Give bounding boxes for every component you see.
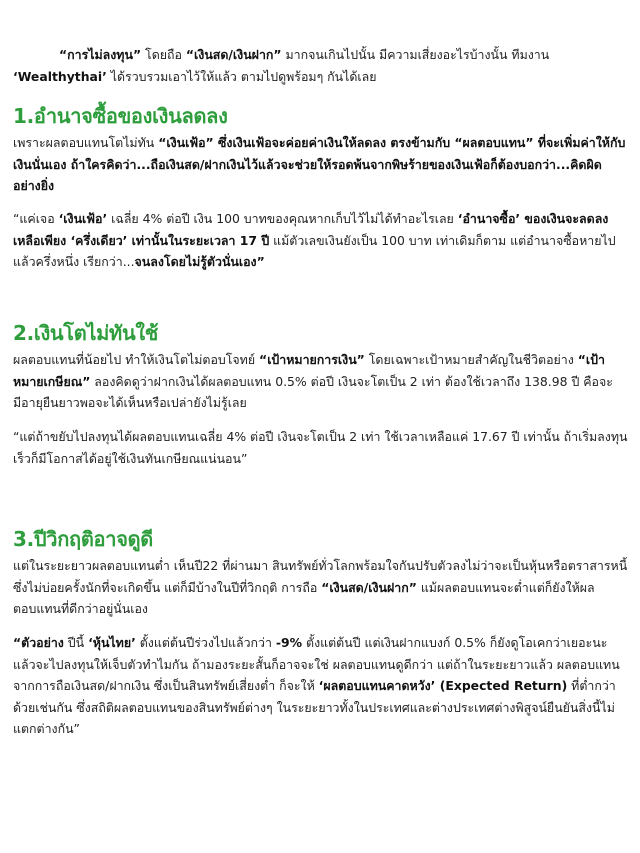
paragraph-text: ตั้งแต่ต้นปี แต่เงินฝากแบงก์ 0.5% ก็ยังดูโอเคกว่าเยอะนะ แล้วจะไปลงทุนให้เจ็บตัวทำไมกัน ถ้ามองระยะสั้นก็อาจจะใช่ ผลตอบแทนดูดีกว่า แต่ถ้าในระยะยาวแล้ว ผลตอบแทนจากการถือเงินสด/ฝากเงิน ซึ่งเป็นสินทรัพย์เสี่ยงต่ำ ก็จะให้ (13, 635, 620, 693)
section3-paragraph-2 (13, 632, 628, 740)
section1-heading: 1.อำนาจซื้อของเงินลดลง (13, 104, 228, 128)
section2-heading: 2.เงินโตไม่ทันใช้ (13, 321, 159, 345)
paragraph-text: ปีนี้ (63, 635, 89, 650)
paragraph-emphasis: ‘อำนาจซื้อ’ ของเงินจะลดลงเหลือเพียง ‘ครึ่งเดียว’ เท่านั้นในระยะเวลา 17 ปี (13, 211, 609, 248)
intro-emphasis-not-investing: “การไม่ลงทุน” (59, 47, 142, 62)
paragraph-text: โดยเฉพาะเป้าหมายสำคัญในชีวิตอย่าง (364, 352, 578, 367)
section3-heading: 3.ปีวิกฤติอาจดูดี (13, 527, 153, 551)
paragraph-emphasis: “เงินสด/เงินฝาก” (321, 579, 417, 595)
section1-paragraph-2 (13, 208, 628, 273)
section3-paragraph-1 (13, 555, 628, 620)
paragraph-text: “แค่เจอ (13, 211, 59, 226)
intro-emphasis-cash: “เงินสด/เงินฝาก” (185, 47, 282, 62)
paragraph-text: แม้ตัวเลขเงินยังเป็น 100 บาท เท่าเดิมก็ตาม แต่อำนาจซื้อหายไปแล้วครึ่งหนึ่ง เรียกว่า... (13, 232, 616, 269)
paragraph-text: ที่ต่ำกว่าด้วยเช่นกัน ซึ่งสถิติผลตอบแทนของสินทรัพย์ต่างๆ ในระยะยาวทั้งในประเทศและต่างประเทศต่างพิสูจน์ยืนยันสิ่งนี้ไม่แตกต่างกัน” (13, 678, 616, 736)
section2-paragraph-2: “แต่ถ้าขยับไปลงทุนได้ผลตอบแทนเฉลี่ย 4% ต่อปี เงินจะโตเป็น 2 เท่า ใช้เวลาเหลือแค่ 17.67 ปี เท่านั้น ถ้าเริ่มลงทุนเร็วก็มีโอกาสได้อยู่ใช้เงินทันเกษียณแน่นอน” (13, 429, 628, 466)
paragraph-emphasis: ‘ผลตอบแทนคาดหวัง’ (Expected Return) (318, 678, 568, 693)
paragraph-emphasis: “ตัวอย่าง (13, 635, 64, 650)
intro-paragraph (13, 44, 628, 87)
paragraph-text: ลองคิดดูว่าฝากเงินได้ผลตอบแทน 0.5% ต่อปี เงินจะโตเป็น 2 เท่า ต้องใช้เวลาถึง 138.98 ปี คือจะมีอายุยืนยาวพอจะได้เห็นหรือเปล่ายังไม่รู้เลย (13, 373, 613, 410)
paragraph-text: ตั้งแต่ต้นปีร่วงไปแล้วกว่า (135, 635, 276, 650)
intro-text: โดยถือ (141, 47, 186, 62)
paragraph-text: เพราะผลตอบแทนโตไม่ทัน (13, 135, 159, 150)
section2-paragraph-1 (13, 349, 628, 414)
paragraph-emphasis: จนลงโดยไม่รู้ตัวนั่นเอง” (134, 254, 265, 269)
section1-paragraph-1 (13, 132, 628, 197)
paragraph-emphasis: “เป้าหมายการเงิน” (259, 352, 365, 367)
paragraph-text: เฉลี่ย 4% ต่อปี เงิน 100 บาทของคุณหากเก็บไว้ไม่ได้ทำอะไรเลย (107, 211, 458, 226)
intro-brand-name: ‘Wealthythai’ (13, 68, 107, 84)
paragraph-text: ผลตอบแทนที่น้อยไป ทำให้เงินโตไม่ตอบโจทย์ (13, 352, 260, 367)
paragraph-text: แม้ผลตอบแทนจะต่ำแต่ก็ยังให้ผลตอบแทนที่ดีกว่าอยู่นั่นเอง (13, 579, 595, 616)
paragraph-emphasis: “เป้าหมายเกษียณ” (13, 352, 605, 389)
paragraph-emphasis: “เงินเฟ้อ” ซึ่งเงินเฟ้อจะค่อยค่าเงินให้ลดลง ตรงข้ามกับ “ผลตอบแทน” ที่จะเพิ่มค่าให้กับเงินนั่นเอง ถ้าใครคิดว่า...ถือเงินสด/ฝากเงินไว้แล้วจะช่วยให้รอดพ้นจากพิษร้ายของเงินเฟ้อก็ต้องบอกว่า...คิดผิดอย่างยิ่ง (13, 135, 626, 193)
paragraph-text: แต่ในระยะยาวผลตอบแทนต่ำ เห็นปี22 ที่ผ่านมา สินทรัพย์ทั่วโลกพร้อมใจกันปรับตัวลงไม่ว่าจะเป็นหุ้นหรือตราสารหนี้ ซึ่งไม่บ่อยครั้งนักที่จะเกิดขึ้น แต่ก็มีบ้างในปีที่วิกฤติ การถือ (13, 558, 628, 595)
paragraph-emphasis: -9% (275, 635, 303, 650)
intro-text: มากจนเกินไปนั้น มีความเสี่ยงอะไรบ้างนั้น ทีมงาน (281, 47, 550, 62)
intro-text: ได้รวบรวมเอาไว้ให้แล้ว ตามไปดูพร้อมๆ กันได้เลย (106, 68, 377, 84)
paragraph-emphasis: ‘หุ้นไทย’ (88, 635, 136, 650)
paragraph-emphasis: ‘เงินเฟ้อ’ (58, 211, 108, 226)
